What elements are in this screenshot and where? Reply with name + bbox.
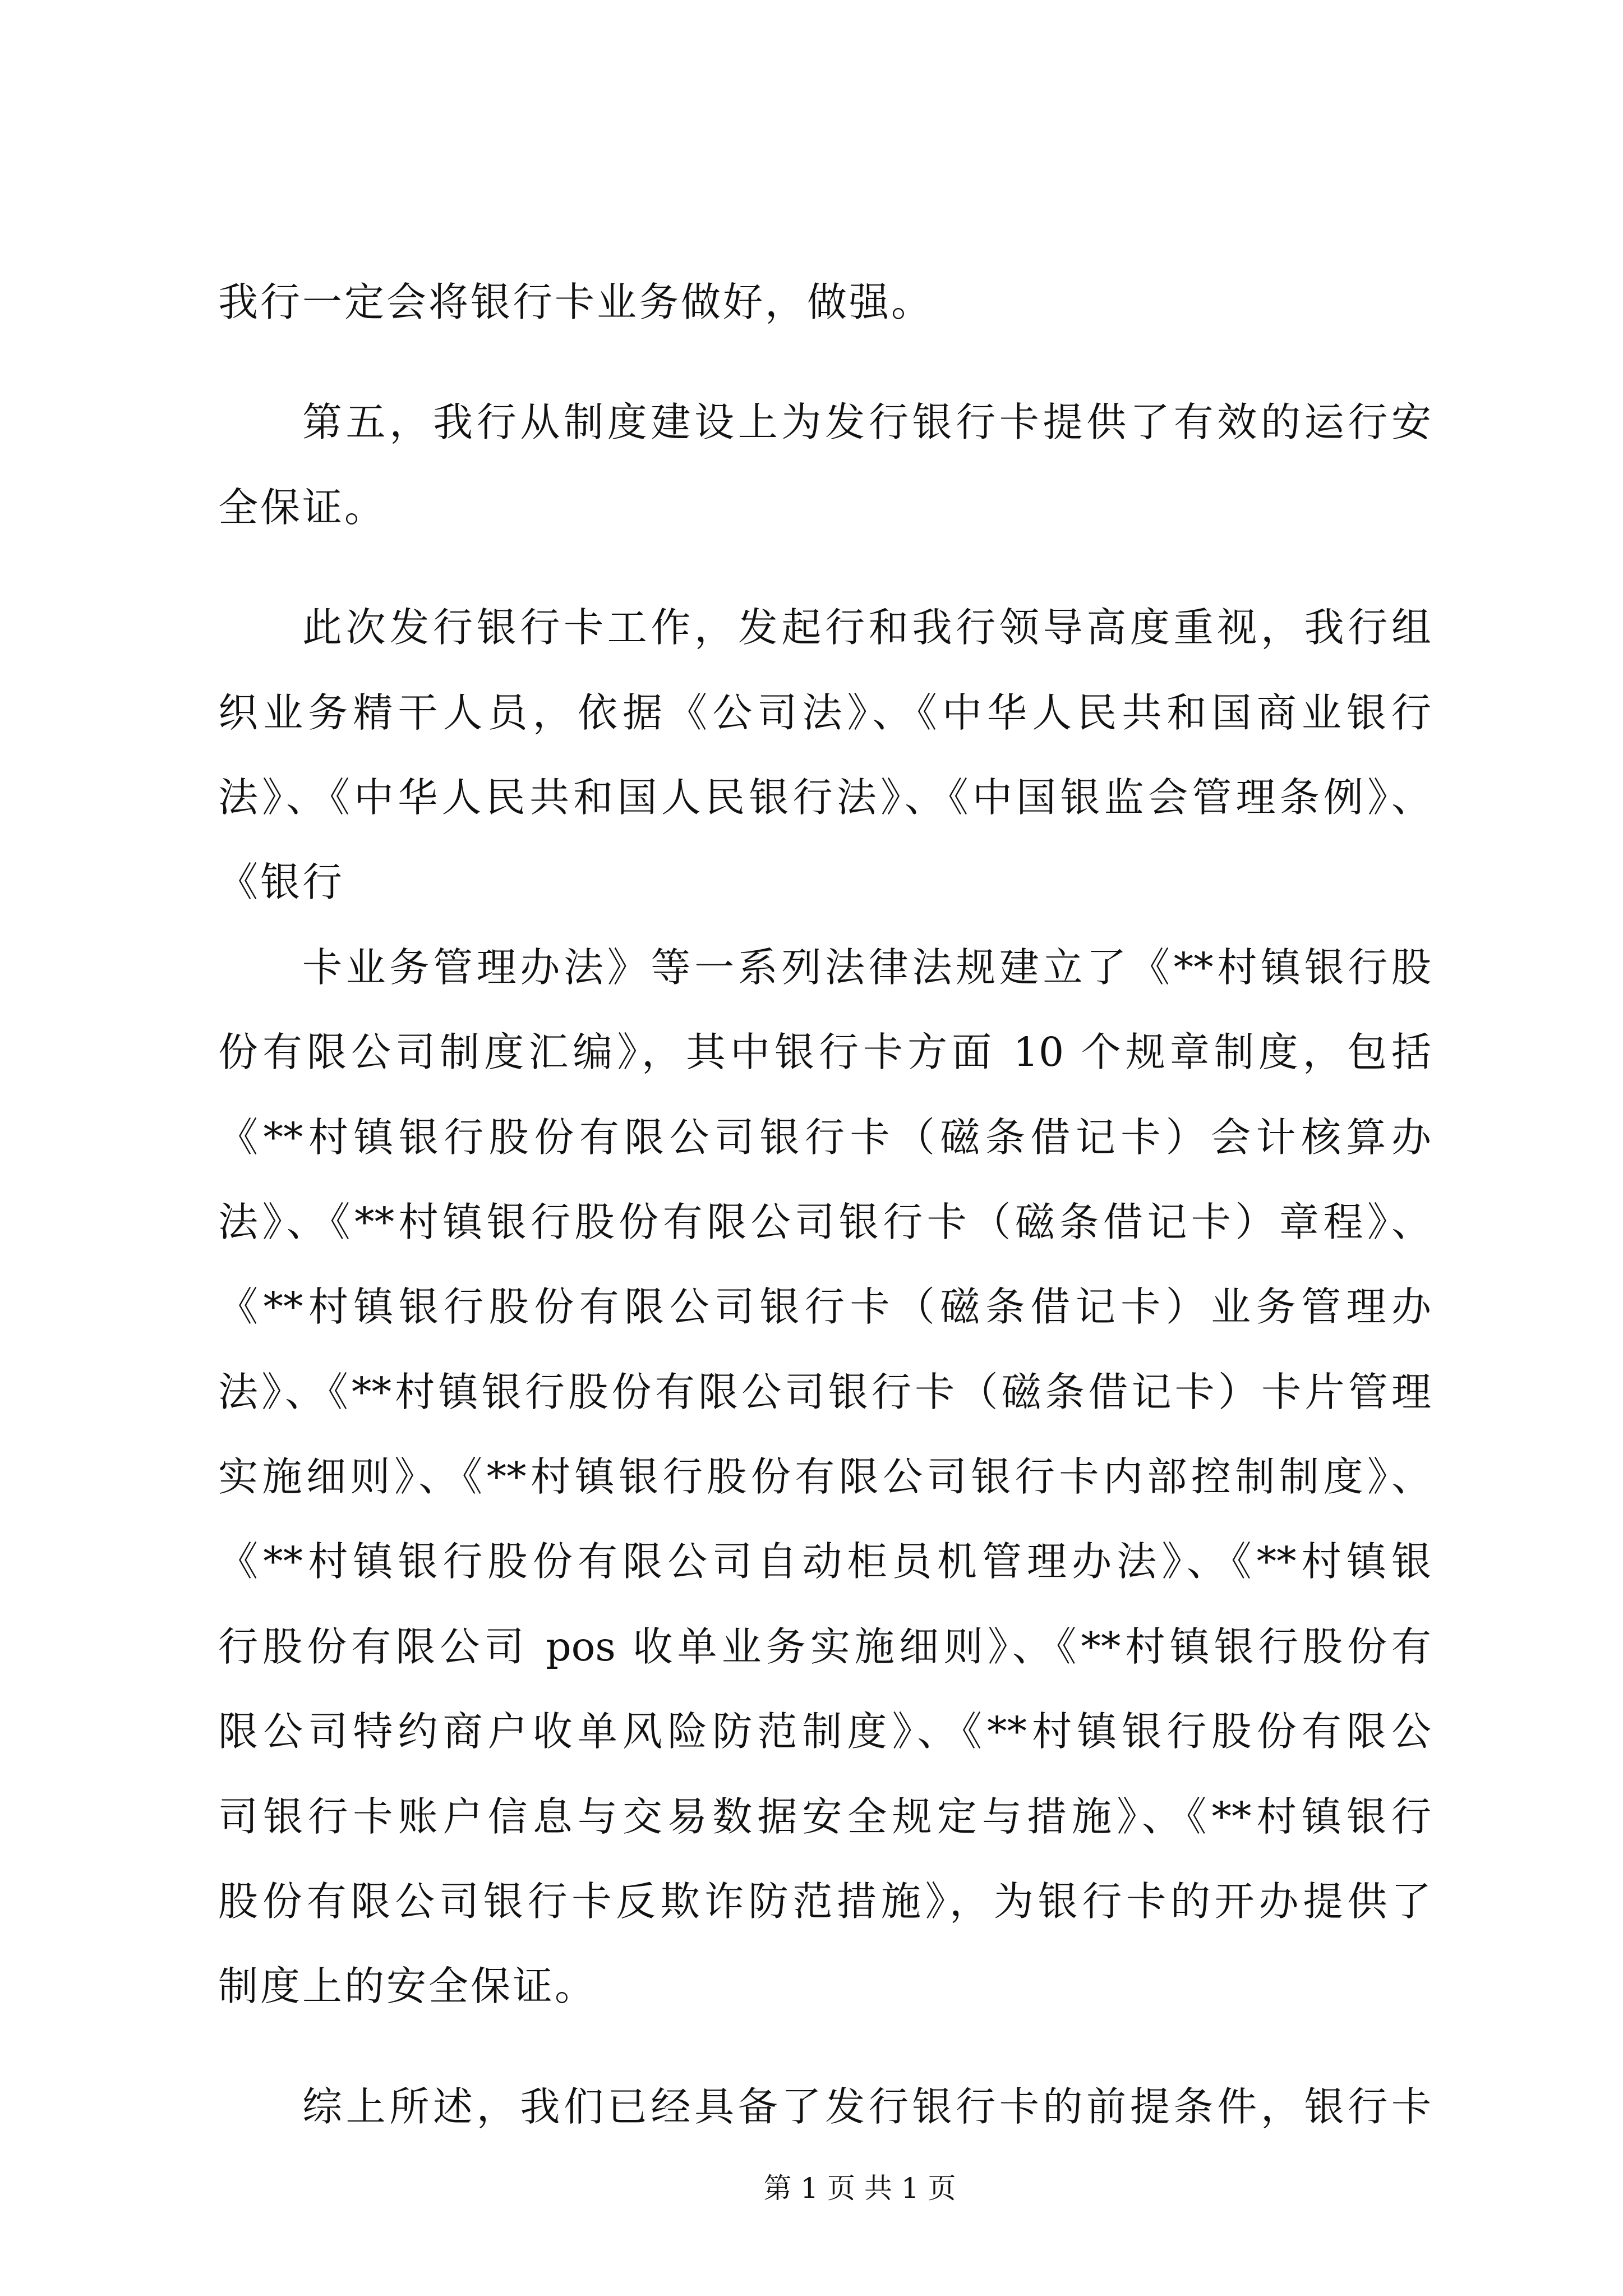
document-body <box>218 260 1431 2149</box>
page-footer <box>635 2169 1084 2208</box>
paragraph <box>218 925 1431 2029</box>
text-line: 实施细则》、《**村镇银行股份有限公司银行卡内部控制制度》、 <box>218 1453 1431 1501</box>
text-line: 第五，我行从制度建设上为发行银行卡提供了有效的运行安 <box>302 399 1431 446</box>
text-line: 此次发行银行卡工作，发起行和我行领导高度重视，我行组 <box>302 604 1431 651</box>
text-line: 股份有限公司银行卡反欺诈防范措施》，为银行卡的开办提供了 <box>218 1878 1431 1925</box>
paragraph <box>218 585 1431 925</box>
paragraph <box>218 260 1431 344</box>
text-line: 我行一定会将银行卡业务做好，做强。 <box>218 279 934 325</box>
text-line: 《**村镇银行股份有限公司自动柜员机管理办法》、《**村镇银 <box>218 1538 1431 1585</box>
text-line: 份有限公司制度汇编》，其中银行卡方面 10 个规章制度，包括 <box>218 1029 1431 1076</box>
text-line: 《**村镇银行股份有限公司银行卡（磁条借记卡）业务管理办 <box>218 1283 1431 1331</box>
text-line: 织业务精干人员，依据《公司法》、《中华人民共和国商业银行 <box>218 689 1431 736</box>
text-line: 行股份有限公司 pos 收单业务实施细则》、《**村镇银行股份有 <box>218 1623 1431 1670</box>
text-line: 制度上的安全保证。 <box>218 1963 597 2010</box>
text-line: 法》、《**村镇银行股份有限公司银行卡（磁条借记卡）章程》、 <box>218 1198 1431 1245</box>
text-line: 《银行 <box>218 859 345 906</box>
page-number-label: 第 1 页 共 1 页 <box>763 2172 956 2205</box>
text-line: 卡业务管理办法》等一系列法律法规建立了《**村镇银行股 <box>302 944 1431 991</box>
text-line: 限公司特约商户收单风险防范制度》、《**村镇银行股份有限公 <box>218 1708 1431 1755</box>
paragraph <box>218 380 1431 550</box>
paragraph <box>218 2064 1431 2149</box>
text-line: 综上所述，我们已经具备了发行银行卡的前提条件，银行卡 <box>302 2083 1431 2130</box>
text-line: 司银行卡账户信息与交易数据安全规定与措施》、《**村镇银行 <box>218 1793 1431 1840</box>
text-line: 全保证。 <box>218 484 387 531</box>
text-line: 《**村镇银行股份有限公司银行卡（磁条借记卡）会计核算办 <box>218 1114 1431 1161</box>
text-line: 法》、《**村镇银行股份有限公司银行卡（磁条借记卡）卡片管理 <box>218 1368 1431 1415</box>
text-line: 法》、《中华人民共和国人民银行法》、《中国银监会管理条例》、 <box>218 774 1431 821</box>
